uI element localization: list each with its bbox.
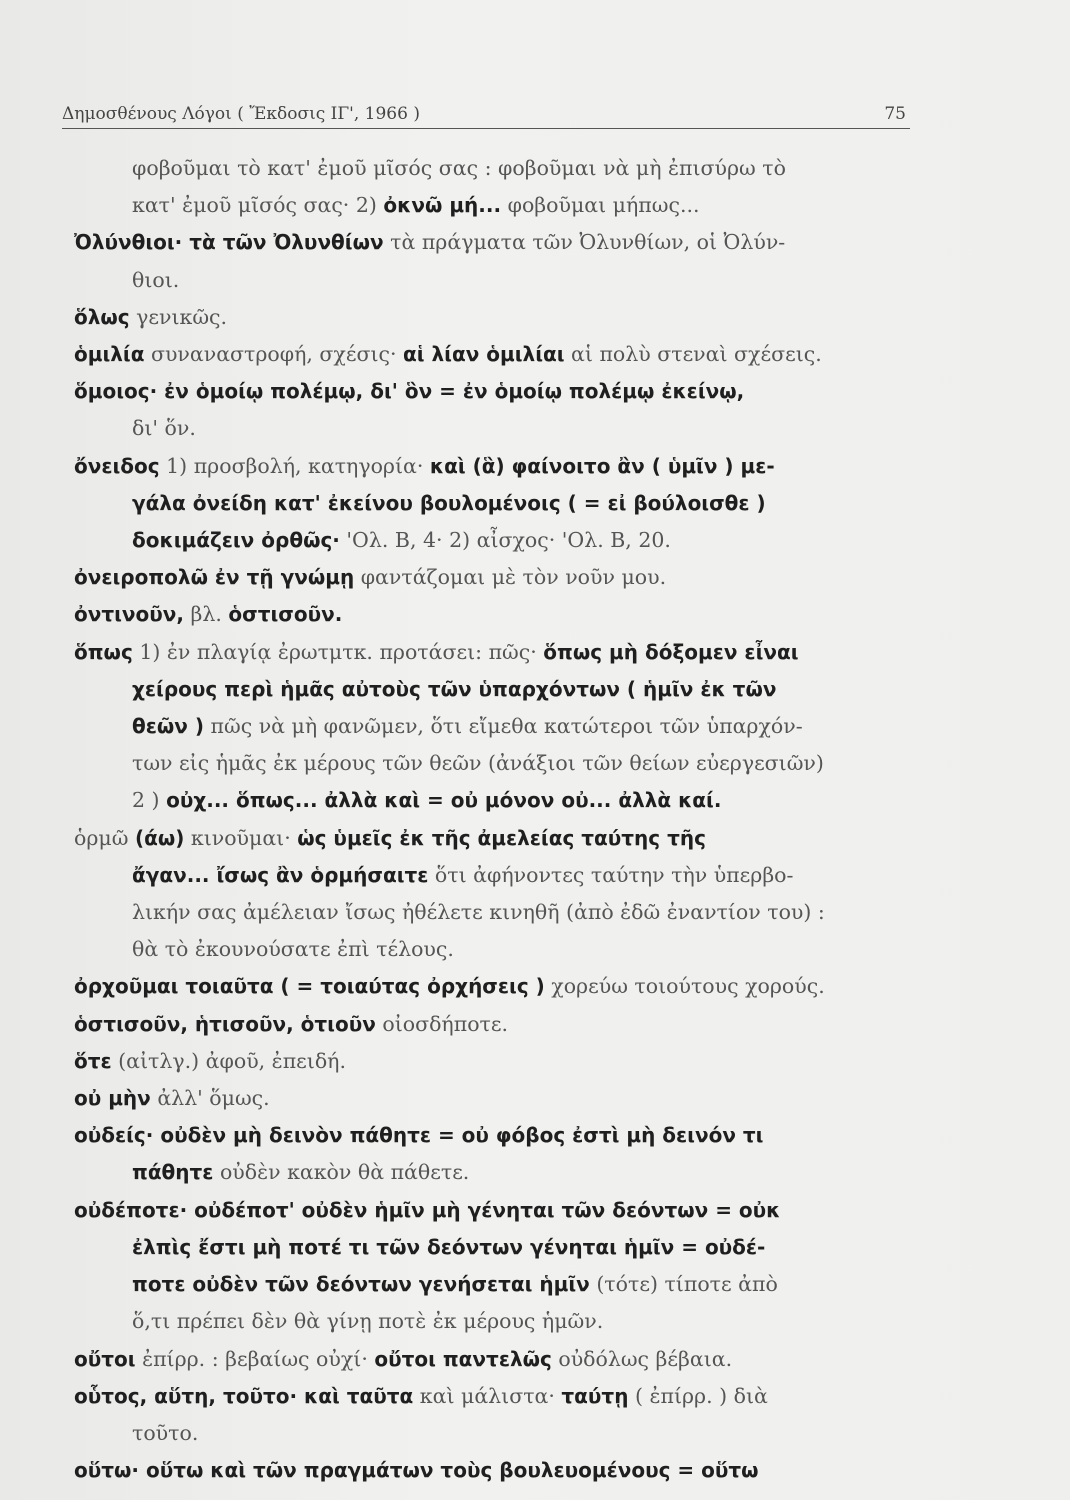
dictionary-entry [74, 1341, 916, 1378]
plain-text: φοβοῦμαι τὸ κατ' ἐμοῦ μῖσός σας : φοβοῦμαι νὰ μὴ ἐπισύρω τὸ [132, 156, 786, 180]
entry-line [74, 634, 916, 671]
entry-line [74, 671, 916, 708]
plain-text: γενικῶς. [129, 304, 228, 329]
entry-line [74, 1341, 916, 1378]
dictionary-entry [74, 820, 916, 969]
entry-line [74, 857, 916, 894]
bold-text: ὀκνῶ μή... [383, 193, 502, 218]
bold-text: οὐχ... ὅπως... ἀλλὰ καὶ = οὐ μόνον οὐ... ἀλλὰ καί. [166, 788, 722, 813]
dictionary-entry [74, 448, 916, 560]
plain-text: τὰ πράγματα τῶν Ὀλυνθίων, οἱ Ὀλύν- [383, 230, 786, 255]
bold-text: ὄνειδος [74, 453, 160, 478]
plain-text: των εἰς ἡμᾶς ἐκ μέρους τῶν θεῶν (ἀνάξιοι τῶν θείων εὐεργεσιῶν) [132, 751, 824, 776]
bold-text: οὔτοι [74, 1346, 136, 1371]
entry-line [74, 782, 916, 819]
plain-text: οἰοσδήποτε. [375, 1011, 509, 1036]
entry-line [74, 1266, 916, 1303]
bold-text: οὔτοι παντελῶς [374, 1346, 552, 1371]
plain-text: φοβοῦμαι μήπως... [501, 193, 700, 218]
entry-line [74, 1415, 916, 1452]
running-header [62, 104, 910, 129]
dictionary-entry [74, 224, 916, 298]
plain-text: (αἰτλγ.) ἀφοῦ, ἐπειδή. [111, 1048, 346, 1073]
bold-text: ὅπως [74, 639, 133, 664]
bold-text: γάλα ὀνείδη κατ' ἐκείνου βουλομένοις ( = εἰ βούλοισθε ) [132, 490, 766, 515]
plain-text: οὐδὲν κακὸν θὰ πάθετε. [213, 1160, 470, 1185]
entry-line [74, 968, 916, 1005]
bold-text: ὅπως μὴ δόξομεν εἶναι [543, 639, 799, 664]
bold-text: χείρους περὶ ἡμᾶς αὐτοὺς τῶν ὑπαρχόντων ( ἡμῖν ἐκ τῶν [132, 676, 777, 701]
bold-text: ὀντινοῦν, [74, 602, 185, 627]
plain-text: λικήν σας ἀμέλειαν ἴσως ἠθέλετε κινηθῆ (ἀπὸ ἐδῶ ἐναντίον του) : [132, 900, 825, 925]
entry-line [74, 1006, 916, 1043]
entry-line [74, 1192, 916, 1229]
plain-text: θὰ τὸ ἐκουνούσατε ἐπὶ τέλους. [132, 937, 454, 962]
entry-line [74, 1452, 916, 1489]
plain-text: (τότε) τίποτε ἀπὸ [589, 1272, 778, 1297]
entry-line [74, 187, 916, 224]
entry-line [74, 1080, 916, 1117]
plain-text: καὶ μάλιστα· [413, 1383, 562, 1408]
entry-line [74, 559, 916, 596]
dictionary-entry [74, 596, 916, 633]
dictionary-entry [74, 634, 916, 820]
entry-line [74, 522, 916, 559]
plain-text: 'Ολ. Β, 4· 2) αἶσχος· 'Ολ. Β, 20. [339, 528, 671, 553]
bold-text: ὁστισοῦν. [228, 602, 343, 627]
plain-text: οὐδόλως βέβαια. [551, 1346, 733, 1371]
bold-text: ὅλως [74, 304, 130, 329]
plain-text: θιοι. [132, 267, 180, 292]
plain-text: βλ. [184, 602, 229, 627]
entry-line [74, 820, 916, 857]
bold-text: πάθητε [132, 1160, 214, 1185]
entry-line [74, 745, 916, 782]
plain-text: 1) προσβολή, κατηγορία· [159, 453, 430, 478]
plain-text: δι' ὅν. [132, 416, 196, 441]
header-title: Δημοσθένους Λόγοι ( Ἔκδοσις ΙΓ', 1966 ) [62, 104, 420, 124]
bold-text: δοκιμάζειν ὀρθῶς· [132, 528, 340, 553]
bold-text: ὁμιλία [74, 342, 145, 367]
bold-text: ὀνειροπολῶ ἐν τῇ γνώμῃ [74, 565, 355, 590]
dictionary-entry [74, 968, 916, 1005]
bold-text: ποτε οὐδὲν τῶν δεόντων γενήσεται ἡμῖν [132, 1272, 590, 1297]
entry-line [74, 448, 916, 485]
dictionary-entry [74, 1080, 916, 1117]
plain-text: πῶς νὰ μὴ φανῶμεν, ὅτι εἴμεθα κατώτεροι τῶν ὑπαρχόν- [203, 714, 803, 739]
bold-text: ὁστισοῦν, ἡτισοῦν, ὁτιοῦν [74, 1011, 376, 1036]
plain-text: ὅτι ἀφήνοντες ταύτην τὴν ὑπερβο- [428, 862, 794, 887]
plain-text: ἀλλ' ὅμως. [150, 1086, 270, 1111]
dictionary-entry [74, 559, 916, 596]
bold-text: Ὀλύνθιοι· τὰ τῶν Ὀλυνθίων [74, 230, 384, 255]
plain-text: ὁρμῶ [74, 825, 135, 850]
bold-text: οὐ μὴν [74, 1086, 151, 1111]
plain-text: χορεύω τοιούτους χορούς. [544, 974, 825, 999]
bold-text: αἱ λίαν ὁμιλίαι [403, 342, 565, 367]
bold-text: ταύτῃ [561, 1383, 629, 1408]
bold-text: οὐδέποτε· οὐδέποτ' οὐδὲν ἡμῖν μὴ γένηται τῶν δεόντων = οὐκ [74, 1197, 781, 1222]
plain-text: αἱ πολὺ στεναὶ σχέσεις. [564, 342, 822, 367]
dictionary-entry [74, 1452, 916, 1489]
entry-line [74, 336, 916, 373]
entry-line [74, 894, 916, 931]
bold-text: οὕτω· οὕτω καὶ τῶν πραγμάτων τοὺς βουλευομένους = οὕτω [74, 1458, 759, 1483]
entry-line [74, 708, 916, 745]
dictionary-entry [74, 1192, 916, 1341]
dictionary-entry [74, 1006, 916, 1043]
entry-line [74, 299, 916, 336]
entry-line [74, 150, 916, 187]
plain-text: τοῦτο. [132, 1420, 199, 1445]
plain-text: φαντάζομαι μὲ τὸν νοῦν μου. [354, 565, 667, 590]
dictionary-entry [74, 299, 916, 336]
entry-line [74, 1303, 916, 1340]
entry-line [74, 1378, 916, 1415]
entry-line [74, 931, 916, 968]
bold-text: ὅτε [74, 1048, 112, 1073]
entry-line [74, 596, 916, 633]
dictionary-entries [74, 150, 916, 1489]
entry-line [74, 224, 916, 261]
bold-text: οὗτος, αὕτη, τοῦτο· καὶ ταῦτα [74, 1383, 414, 1408]
dictionary-entry [74, 150, 916, 224]
dictionary-entry [74, 1378, 916, 1452]
plain-text: ὅ,τι πρέπει δὲν θὰ γίνῃ ποτὲ ἐκ μέρους ἡμῶν. [132, 1309, 604, 1334]
plain-text: ἐπίρρ. : βεβαίως οὐχί· [135, 1346, 375, 1371]
bold-text: (άω) [134, 825, 185, 850]
entry-line [74, 262, 916, 299]
dictionary-entry [74, 373, 916, 447]
plain-text: κινοῦμαι· [184, 825, 298, 850]
bold-text: ἐλπὶς ἔστι μὴ ποτέ τι τῶν δεόντων γένηται ἡμῖν = οὐδέ- [132, 1234, 766, 1259]
entry-line [74, 1043, 916, 1080]
plain-text: συναναστροφή, σχέσις· [144, 342, 404, 367]
entry-line [74, 1154, 916, 1191]
bold-text: θεῶν ) [132, 714, 204, 739]
plain-text: ( ἐπίρρ. ) διὰ [628, 1383, 768, 1408]
bold-text: ὀρχοῦμαι τοιαῦτα ( = τοιαύτας ὀρχήσεις ) [74, 974, 545, 999]
entry-line [74, 373, 916, 410]
entry-line [74, 485, 916, 522]
bold-text: καὶ (ἃ) φαίνοιτο ἂν ( ὑμῖν ) με- [429, 453, 775, 478]
entry-line [74, 1117, 916, 1154]
bold-text: ἄγαν... ἴσως ἂν ὁρμήσαιτε [132, 862, 429, 887]
bold-text: ὅμοιος· ἐν ὁμοίῳ πολέμῳ, δι' ὃν = ἐν ὁμοίῳ πολέμῳ ἐκείνῳ, [74, 379, 745, 404]
bold-text: ὡς ὑμεῖς ἐκ τῆς ἀμελείας ταύτης τῆς [297, 825, 706, 850]
dictionary-entry [74, 1043, 916, 1080]
dictionary-entry [74, 1117, 916, 1191]
plain-text: κατ' ἐμοῦ μῖσός σας· 2) [132, 193, 384, 218]
plain-text: 2 ) [132, 788, 167, 813]
dictionary-entry [74, 336, 916, 373]
plain-text: 1) ἐν πλαγίᾳ ἐρωτμτκ. προτάσει: πῶς· [132, 639, 544, 664]
page-number: 75 [884, 104, 906, 124]
entry-line [74, 1229, 916, 1266]
bold-text: οὐδείς· οὐδὲν μὴ δεινὸν πάθητε = οὐ φόβος ἐστὶ μὴ δεινόν τι [74, 1123, 764, 1148]
entry-line [74, 410, 916, 447]
